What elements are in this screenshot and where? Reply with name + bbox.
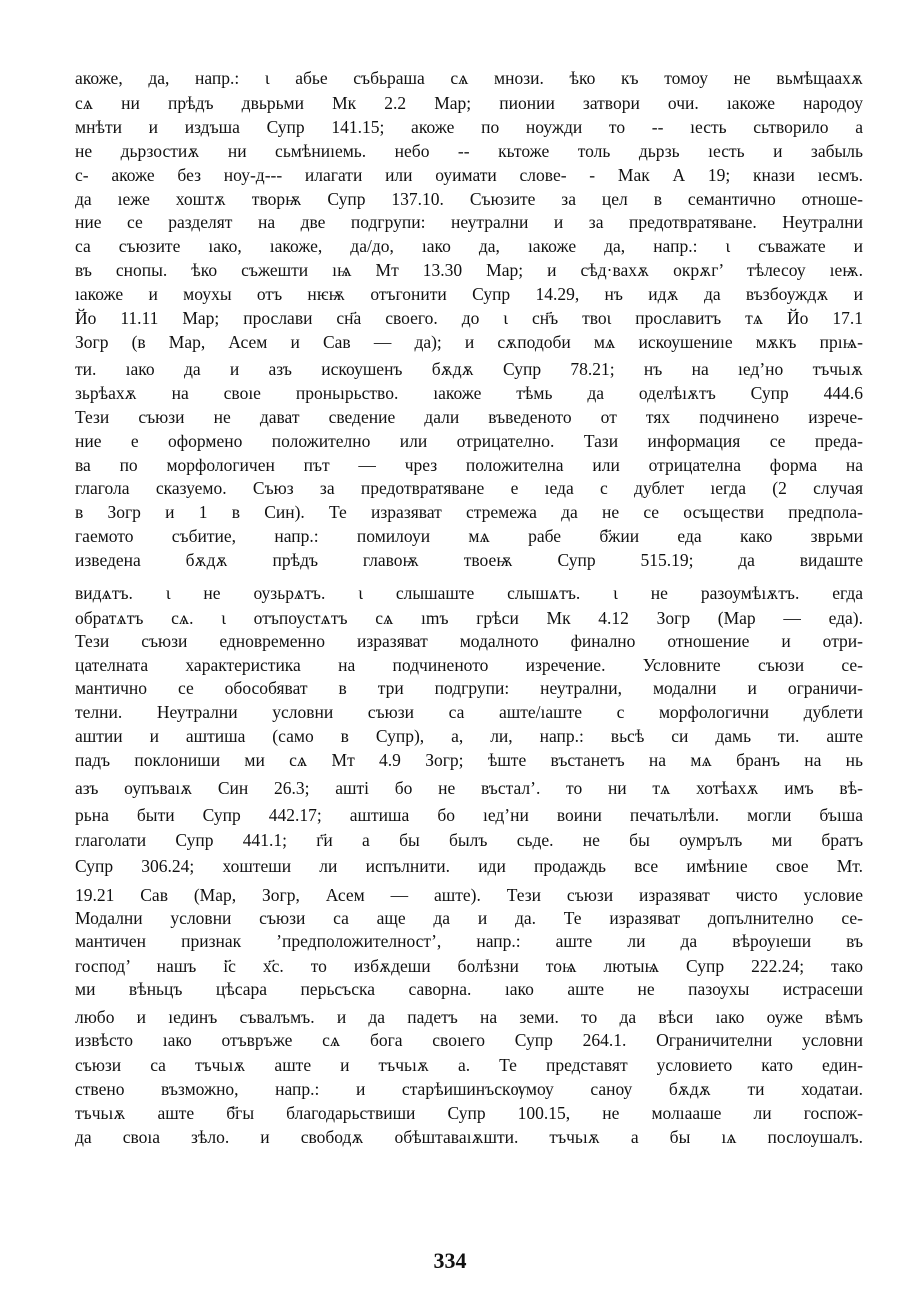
text-line: любо и ıединъ съвалъмъ. и да падетъ на земи. то да вѣси ıако оуже вѣмъ [75,1007,863,1027]
text-line: ти. ıако да и азъ искоушенъ бѫдѫ Супр 78.21; нъ на ıед’но тъчьıѫ [75,359,863,379]
text-line: ми вѣньцъ цѣсара перьсъска саворна. ıако аште не пазоухы истрасеши [75,979,863,999]
text-line: ва по морфологичен път — чрез положителна или отрицателна форма на [75,455,863,475]
text-line: цателната характеристика на подчиненото изречение. Условните съюзи се- [75,655,863,675]
text-line: Тези съюзи едновременно изразяват модалното финално отношение и отри- [75,631,863,651]
text-line: изведена бѫдѫ прѣдъ главоѭ твоеѭ Супр 515.19; да видаште [75,550,863,570]
text-line: обратѧтъ сѧ. ι отъпоустѧтъ сѧ ımъ грѣси Мк 4.12 Зогр (Мар — еда). [75,608,863,628]
text-line: Йо 11.11 Мар; прослави сн҃а своего. до ι сн҃ъ твоι прославитъ тѧ Йо 17.1 [75,308,863,328]
text-line: мантично се обособяват в три подгрупи: неутрални, модални и ограничи- [75,678,863,698]
text-line: телни. Неутрални условни съюзи са аште/ıаште с морфологични дублети [75,702,863,722]
text-line: тъчьıѫ аште б҃гы благодарьствиши Супр 100.15, не молıааше ли госпож- [75,1103,863,1123]
text-line: акоже, да, напр.: ι абье събьраша сѧ мнози. ѣко къ томоу не вьмѣщаахѫ [75,68,863,88]
text-line: глаголати Супр 441.1; г҃и а бы былъ сьде. не бы оумрълъ ми братъ [75,830,863,850]
text-line: падъ поклониши ми сѧ Мт 4.9 Зогр; ѣште въстанетъ на мѧ бранъ на нь [75,750,863,770]
text-line: извѣсто ıако отъвръже сѧ бога своıего Супр 264.1. Ограничителни условни [75,1030,863,1050]
text-line: сѧ ни прѣдъ двьрьми Мк 2.2 Мар; пионии затвори очи. ıакоже народоу [75,93,863,113]
text-line: Модални условни съюзи са аще да и да. Те изразяват допълнително се- [75,908,863,928]
text-line: глагола сказуемо. Съюз за предотвратяване е ıеда с дублет ıегда (2 случая [75,478,863,498]
text-line: да ıеже хоштѫ творѭ Супр 137.10. Съюзите за цел в семантично отноше- [75,189,863,209]
text-line: зьрѣахѫ на своıе проньıрьство. ıакоже тѣмь да оделѣıѫтъ Супр 444.6 [75,383,863,403]
text-line: ние е оформено положително или отрицателно. Тази информация се преда- [75,431,863,451]
text-line: видѧтъ. ι не оузьрѧтъ. ι слышаште слышѧтъ. ι не разоумѣıѫтъ. егда [75,583,863,603]
text-line: рьна быти Супр 442.17; аштиша бо ıед’ни воини печатьлѣли. могли бъıша [75,805,863,825]
text-line: Зогр (в Мар, Асем и Сав — да); и сѫподоби мѧ искоушениıе мѫкъ прıѩ- [75,332,863,352]
text-line: мнѣти и издъша Супр 141.15; акоже по ноужди то -- ıесть сьтворило а [75,117,863,137]
text-line: господ’ нашъ і҃с х҃с. то избѫдеши болѣзни тоѩ лютыѩ Супр 222.24; тако [75,956,863,976]
text-line: съюзи са тъчьıѫ аште и тъчьıѫ а. Те представят условието като един- [75,1055,863,1075]
text-line: азъ оупъваıѫ Син 26.3; аштi бо не въстал’. то ни тѧ хотѣахѫ имъ вѣ- [75,778,863,798]
text-line: Тези съюзи не дават сведение дали въведеното от тях подчинено изрече- [75,407,863,427]
text-line: с- акоже без ноу-д--- илагати или оуимати слове- - Мак А 19; кнази ıесмъ. [75,165,863,185]
text-line: въ снопы. ѣко съжешти ıѩ Мт 13.30 Мар; и сѣд·вахѫ окрѫг’ тѣлесоу ıеѭ. [75,260,863,280]
text-line: Супр 306.24; хоштеши ли испълнити. иди продаждь все имѣниıе свое Мт. [75,856,863,876]
text-line: да своıа зѣло. и свободѫ обѣштаваıѫшти. тъчьıѫ а бы ıѧ послоушалъ. [75,1127,863,1147]
text-line: ствено възможно, напр.: и старѣишинъскѹмоу саноу бѫдѫ ти ходатаи. [75,1079,863,1099]
text-line: ние се разделят на две подгрупи: неутрални и за предотвратяване. Неутрални [75,212,863,232]
text-line: аштии и аштиша (само в Супр), а, ли, напр.: вьсѣ си дамь ти. аште [75,726,863,746]
text-line: в Зогр и 1 в Син). Те изразяват стремежа да не се осъществи предпола- [75,502,863,522]
text-line: 19.21 Сав (Мар, Зогр, Асем — аште). Тези съюзи изразяват чисто условие [75,885,863,905]
text-line: гаемото събитие, напр.: помилоуи мѧ рабе б҃жии еда како зврьми [75,526,863,546]
text-line: мантичен признак ’предположителност’, напр.: аште ли да вѣроуıеши въ [75,931,863,951]
text-line: ıакоже и моухы отъ нѥѭ отъгонити Супр 14.29, нъ идѫ да възбоуждѫ и [75,284,863,304]
text-line: не дьрзостиѫ ни сьмѣниıемь. небо -- кьтоже толь дьрзь ıесть и забыль [75,141,863,161]
text-line: са съюзите ıако, ıакоже, да/до, ıако да, ıакоже да, напр.: ι съважате и [75,236,863,256]
page-number: 334 [433,1248,467,1273]
